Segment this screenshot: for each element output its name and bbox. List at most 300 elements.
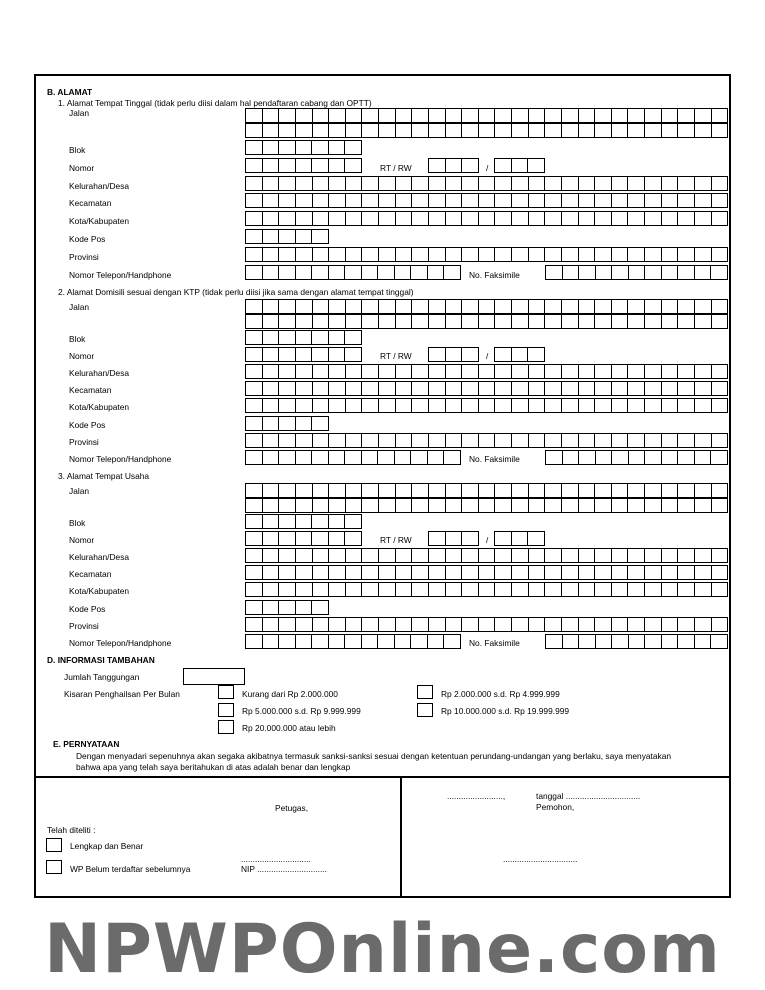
char-cell	[644, 212, 661, 225]
char-cell	[594, 177, 611, 190]
char-cell	[278, 451, 295, 464]
char-cell	[478, 194, 495, 207]
char-cell	[661, 315, 678, 328]
tanggungan-input[interactable]	[183, 668, 245, 685]
char-cell	[312, 177, 329, 190]
char-cell	[494, 399, 511, 412]
char-cell	[246, 382, 262, 395]
char-cell	[711, 300, 728, 313]
char-cell	[578, 434, 595, 447]
char-cell	[611, 109, 628, 122]
addr2-jalan-grid-2[interactable]	[245, 314, 728, 329]
addr3-jalan-grid-2[interactable]	[245, 498, 728, 513]
char-cell	[395, 618, 412, 631]
char-cell	[694, 484, 711, 497]
income-option-3-label: Rp 5.000.000 s.d. Rp 9.999.999	[242, 706, 361, 716]
char-cell	[544, 566, 561, 579]
char-cell	[395, 484, 412, 497]
char-cell	[677, 451, 694, 464]
char-cell	[395, 549, 412, 562]
char-cell	[411, 399, 428, 412]
char-cell	[246, 549, 262, 562]
addr3-kelurahan-grid[interactable]	[245, 548, 728, 563]
char-cell	[594, 365, 611, 378]
char-cell	[578, 499, 595, 512]
char-cell	[262, 331, 279, 344]
char-cell	[312, 618, 329, 631]
addr3-blok-grid[interactable]	[245, 514, 362, 529]
char-cell	[694, 109, 711, 122]
income-option-5-checkbox[interactable]	[218, 720, 234, 734]
char-cell	[378, 365, 395, 378]
char-cell	[377, 266, 394, 279]
addr2-blok-grid[interactable]	[245, 330, 362, 345]
char-cell	[361, 549, 378, 562]
char-cell	[278, 124, 295, 137]
char-cell	[328, 159, 345, 172]
char-cell	[611, 382, 628, 395]
income-option-2-checkbox[interactable]	[417, 685, 433, 699]
char-cell	[378, 212, 395, 225]
addr3-faksimile-label: No. Faksimile	[469, 638, 520, 648]
char-cell	[278, 382, 295, 395]
addr3-kodepos-grid[interactable]	[245, 600, 329, 615]
char-cell	[694, 124, 711, 137]
char-cell	[528, 212, 545, 225]
char-cell	[511, 566, 528, 579]
char-cell	[461, 484, 478, 497]
char-cell	[411, 365, 428, 378]
char-cell	[561, 399, 578, 412]
char-cell	[611, 434, 628, 447]
char-cell	[578, 365, 595, 378]
char-cell	[262, 583, 279, 596]
addr2-rw-grid[interactable]	[494, 347, 545, 362]
tanggungan-label: Jumlah Tanggungan	[64, 672, 140, 682]
char-cell	[262, 141, 279, 154]
char-cell	[611, 365, 628, 378]
addr1-rt-grid[interactable]	[428, 158, 479, 173]
section-e-title: E. PERNYATAAN	[53, 739, 120, 749]
char-cell	[443, 266, 460, 279]
char-cell	[561, 212, 578, 225]
char-cell	[445, 434, 462, 447]
char-cell	[511, 348, 528, 361]
char-cell	[561, 109, 578, 122]
char-cell	[278, 177, 295, 190]
addr1-jalan-grid-1[interactable]	[245, 108, 728, 123]
addr1-rtrw-slash: /	[486, 163, 489, 173]
addr3-rt-grid[interactable]	[428, 531, 479, 546]
char-cell	[661, 248, 678, 261]
char-cell	[428, 566, 445, 579]
addr3-kota-grid[interactable]	[245, 582, 728, 597]
char-cell	[711, 194, 728, 207]
char-cell	[278, 248, 295, 261]
char-cell	[328, 315, 345, 328]
char-cell	[378, 549, 395, 562]
char-cell	[461, 549, 478, 562]
char-cell	[578, 635, 595, 648]
char-cell	[445, 499, 462, 512]
char-cell	[528, 399, 545, 412]
char-cell	[546, 266, 562, 279]
char-cell	[478, 315, 495, 328]
char-cell	[628, 635, 645, 648]
char-cell	[561, 618, 578, 631]
char-cell	[528, 549, 545, 562]
char-cell	[661, 365, 678, 378]
char-cell	[511, 434, 528, 447]
char-cell	[328, 451, 345, 464]
char-cell	[394, 266, 411, 279]
addr1-telepon-grid[interactable]	[245, 265, 461, 280]
char-cell	[295, 124, 312, 137]
char-cell	[328, 212, 345, 225]
char-cell	[578, 248, 595, 261]
char-cell	[461, 248, 478, 261]
addr2-kota-grid[interactable]	[245, 398, 728, 413]
char-cell	[445, 399, 462, 412]
addr1-provinsi-grid[interactable]	[245, 247, 728, 262]
char-cell	[445, 532, 462, 545]
char-cell	[561, 434, 578, 447]
char-cell	[528, 124, 545, 137]
addr2-kodepos-grid[interactable]	[245, 416, 329, 431]
char-cell	[278, 212, 295, 225]
char-cell	[311, 515, 328, 528]
income-option-4-checkbox[interactable]	[417, 703, 433, 717]
char-cell	[428, 583, 445, 596]
addr3-blok-label: Blok	[69, 518, 86, 528]
char-cell	[295, 549, 312, 562]
char-cell	[661, 499, 678, 512]
char-cell	[311, 451, 328, 464]
char-cell	[361, 177, 378, 190]
lengkap-checkbox[interactable]	[46, 838, 62, 852]
char-cell	[377, 451, 394, 464]
char-cell	[361, 566, 378, 579]
char-cell	[395, 212, 412, 225]
char-cell	[262, 549, 279, 562]
char-cell	[694, 635, 711, 648]
char-cell	[511, 484, 528, 497]
char-cell	[361, 365, 378, 378]
addr2-kecamatan-label: Kecamatan	[69, 385, 112, 395]
addr3-nomor-grid[interactable]	[245, 531, 362, 546]
char-cell	[478, 434, 495, 447]
char-cell	[511, 159, 528, 172]
addr2-faksimile-grid[interactable]	[545, 450, 728, 465]
char-cell	[494, 124, 511, 137]
char-cell	[246, 484, 262, 497]
addr2-rt-grid[interactable]	[428, 347, 479, 362]
char-cell	[328, 515, 345, 528]
char-cell	[411, 583, 428, 596]
char-cell	[611, 300, 628, 313]
char-cell	[361, 434, 378, 447]
char-cell	[411, 618, 428, 631]
addr3-rtrw-slash: /	[486, 535, 489, 545]
char-cell	[627, 549, 644, 562]
char-cell	[578, 177, 595, 190]
char-cell	[361, 635, 378, 648]
char-cell	[344, 532, 361, 545]
char-cell	[611, 484, 628, 497]
char-cell	[561, 365, 578, 378]
char-cell	[578, 109, 595, 122]
char-cell	[344, 159, 361, 172]
addr2-provinsi-grid[interactable]	[245, 433, 728, 448]
char-cell	[544, 583, 561, 596]
char-cell	[295, 331, 312, 344]
char-cell	[627, 382, 644, 395]
char-cell	[345, 248, 362, 261]
char-cell	[661, 399, 678, 412]
char-cell	[395, 315, 412, 328]
addr3-telepon-grid[interactable]	[245, 634, 461, 649]
char-cell	[594, 618, 611, 631]
char-cell	[511, 109, 528, 122]
char-cell	[445, 382, 462, 395]
char-cell	[594, 248, 611, 261]
char-cell	[411, 549, 428, 562]
char-cell	[711, 365, 728, 378]
char-cell	[427, 266, 444, 279]
char-cell	[644, 248, 661, 261]
char-cell	[328, 300, 345, 313]
char-cell	[478, 566, 495, 579]
addr1-kelurahan-grid[interactable]	[245, 176, 728, 191]
addr2-nomor-grid[interactable]	[245, 347, 362, 362]
char-cell	[594, 566, 611, 579]
addr3-rw-grid[interactable]	[494, 531, 545, 546]
char-cell	[677, 499, 694, 512]
addr2-provinsi-label: Provinsi	[69, 437, 99, 447]
char-cell	[644, 451, 661, 464]
char-cell	[494, 499, 511, 512]
footer-vertical-divider	[400, 777, 402, 897]
char-cell	[278, 230, 295, 243]
char-cell	[461, 532, 478, 545]
char-cell	[511, 549, 528, 562]
addr1-blok-grid[interactable]	[245, 140, 362, 155]
income-option-3-checkbox[interactable]	[218, 703, 234, 717]
char-cell	[528, 300, 545, 313]
char-cell	[262, 348, 279, 361]
char-cell	[528, 365, 545, 378]
char-cell	[494, 484, 511, 497]
char-cell	[711, 109, 728, 122]
addr1-faksimile-grid[interactable]	[545, 265, 728, 280]
addr3-faksimile-grid[interactable]	[545, 634, 728, 649]
char-cell	[328, 124, 345, 137]
char-cell	[361, 451, 378, 464]
char-cell	[511, 300, 528, 313]
addr2-kelurahan-grid[interactable]	[245, 364, 728, 379]
char-cell	[710, 266, 727, 279]
char-cell	[311, 601, 328, 614]
char-cell	[694, 194, 711, 207]
char-cell	[378, 484, 395, 497]
char-cell	[328, 499, 345, 512]
char-cell	[411, 177, 428, 190]
char-cell	[578, 549, 595, 562]
addr1-blok-label: Blok	[69, 145, 86, 155]
char-cell	[345, 399, 362, 412]
char-cell	[495, 159, 511, 172]
addr3-subtitle: 3. Alamat Tempat Usaha	[58, 471, 150, 481]
addr1-rw-grid[interactable]	[494, 158, 545, 173]
addr1-jalan-grid-2[interactable]	[245, 123, 728, 138]
char-cell	[461, 348, 478, 361]
char-cell	[361, 583, 378, 596]
char-cell	[312, 382, 329, 395]
char-cell	[410, 635, 427, 648]
char-cell	[494, 248, 511, 261]
char-cell	[677, 484, 694, 497]
char-cell	[677, 177, 694, 190]
char-cell	[478, 484, 495, 497]
char-cell	[262, 300, 279, 313]
char-cell	[561, 583, 578, 596]
char-cell	[544, 434, 561, 447]
char-cell	[428, 194, 445, 207]
char-cell	[661, 583, 678, 596]
char-cell	[262, 399, 279, 412]
addr1-nomor-label: Nomor	[69, 163, 95, 173]
char-cell	[345, 177, 362, 190]
char-cell	[478, 382, 495, 395]
char-cell	[328, 434, 345, 447]
char-cell	[511, 315, 528, 328]
income-option-5-label: Rp 20.000.000 atau lebih	[242, 723, 336, 733]
char-cell	[328, 549, 345, 562]
char-cell	[361, 109, 378, 122]
char-cell	[461, 194, 478, 207]
char-cell	[711, 382, 728, 395]
char-cell	[461, 618, 478, 631]
char-cell	[627, 399, 644, 412]
char-cell	[295, 300, 312, 313]
char-cell	[246, 248, 262, 261]
char-cell	[278, 484, 295, 497]
section-d-title: D. INFORMASI TAMBAHAN	[47, 655, 155, 665]
char-cell	[511, 618, 528, 631]
char-cell	[345, 618, 362, 631]
char-cell	[627, 365, 644, 378]
char-cell	[511, 194, 528, 207]
char-cell	[611, 549, 628, 562]
char-cell	[627, 315, 644, 328]
addr1-nomor-grid[interactable]	[245, 158, 362, 173]
addr3-provinsi-grid[interactable]	[245, 617, 728, 632]
char-cell	[345, 382, 362, 395]
addr3-kota-label: Kota/Kabupaten	[69, 586, 130, 596]
addr2-rtrw-label: RT / RW	[380, 351, 412, 361]
char-cell	[677, 266, 694, 279]
char-cell	[378, 583, 395, 596]
place-field: ........................,	[447, 791, 506, 801]
char-cell	[694, 451, 711, 464]
char-cell	[246, 177, 262, 190]
char-cell	[445, 549, 462, 562]
char-cell	[461, 124, 478, 137]
char-cell	[378, 618, 395, 631]
char-cell	[578, 583, 595, 596]
char-cell	[478, 212, 495, 225]
income-option-1-checkbox[interactable]	[218, 685, 234, 699]
char-cell	[378, 499, 395, 512]
char-cell	[295, 365, 312, 378]
addr1-kota-grid[interactable]	[245, 211, 728, 226]
char-cell	[694, 300, 711, 313]
addr2-kecamatan-grid[interactable]	[245, 381, 728, 396]
char-cell	[677, 212, 694, 225]
char-cell	[312, 300, 329, 313]
char-cell	[694, 266, 711, 279]
addr1-kodepos-grid[interactable]	[245, 229, 329, 244]
char-cell	[328, 348, 345, 361]
char-cell	[561, 549, 578, 562]
char-cell	[594, 300, 611, 313]
char-cell	[295, 532, 312, 545]
char-cell	[328, 635, 345, 648]
char-cell	[278, 601, 295, 614]
char-cell	[544, 177, 561, 190]
addr3-nomor-label: Nomor	[69, 535, 95, 545]
char-cell	[677, 248, 694, 261]
char-cell	[661, 300, 678, 313]
wp-belum-checkbox[interactable]	[46, 860, 62, 874]
char-cell	[295, 141, 312, 154]
char-cell	[361, 484, 378, 497]
char-cell	[494, 300, 511, 313]
pemohon-label: Pemohon,	[536, 802, 575, 812]
char-cell	[344, 451, 361, 464]
addr2-telepon-grid[interactable]	[245, 450, 461, 465]
addr3-kecamatan-grid[interactable]	[245, 565, 728, 580]
char-cell	[428, 499, 445, 512]
char-cell	[278, 515, 295, 528]
char-cell	[443, 451, 460, 464]
income-option-4-label: Rp 10.000.000 s.d. Rp 19.999.999	[441, 706, 570, 716]
char-cell	[445, 194, 462, 207]
char-cell	[445, 177, 462, 190]
char-cell	[644, 399, 661, 412]
char-cell	[544, 549, 561, 562]
char-cell	[578, 566, 595, 579]
char-cell	[611, 177, 628, 190]
addr1-kecamatan-grid[interactable]	[245, 193, 728, 208]
char-cell	[246, 618, 262, 631]
char-cell	[544, 315, 561, 328]
char-cell	[611, 248, 628, 261]
char-cell	[527, 159, 544, 172]
addr2-jalan-grid-1[interactable]	[245, 299, 728, 314]
char-cell	[361, 194, 378, 207]
char-cell	[262, 532, 279, 545]
char-cell	[562, 635, 579, 648]
char-cell	[246, 266, 262, 279]
addr2-kodepos-label: Kode Pos	[69, 420, 106, 430]
char-cell	[561, 382, 578, 395]
char-cell	[694, 583, 711, 596]
char-cell	[661, 484, 678, 497]
char-cell	[246, 417, 262, 430]
addr3-jalan-grid-1[interactable]	[245, 483, 728, 498]
char-cell	[344, 331, 361, 344]
